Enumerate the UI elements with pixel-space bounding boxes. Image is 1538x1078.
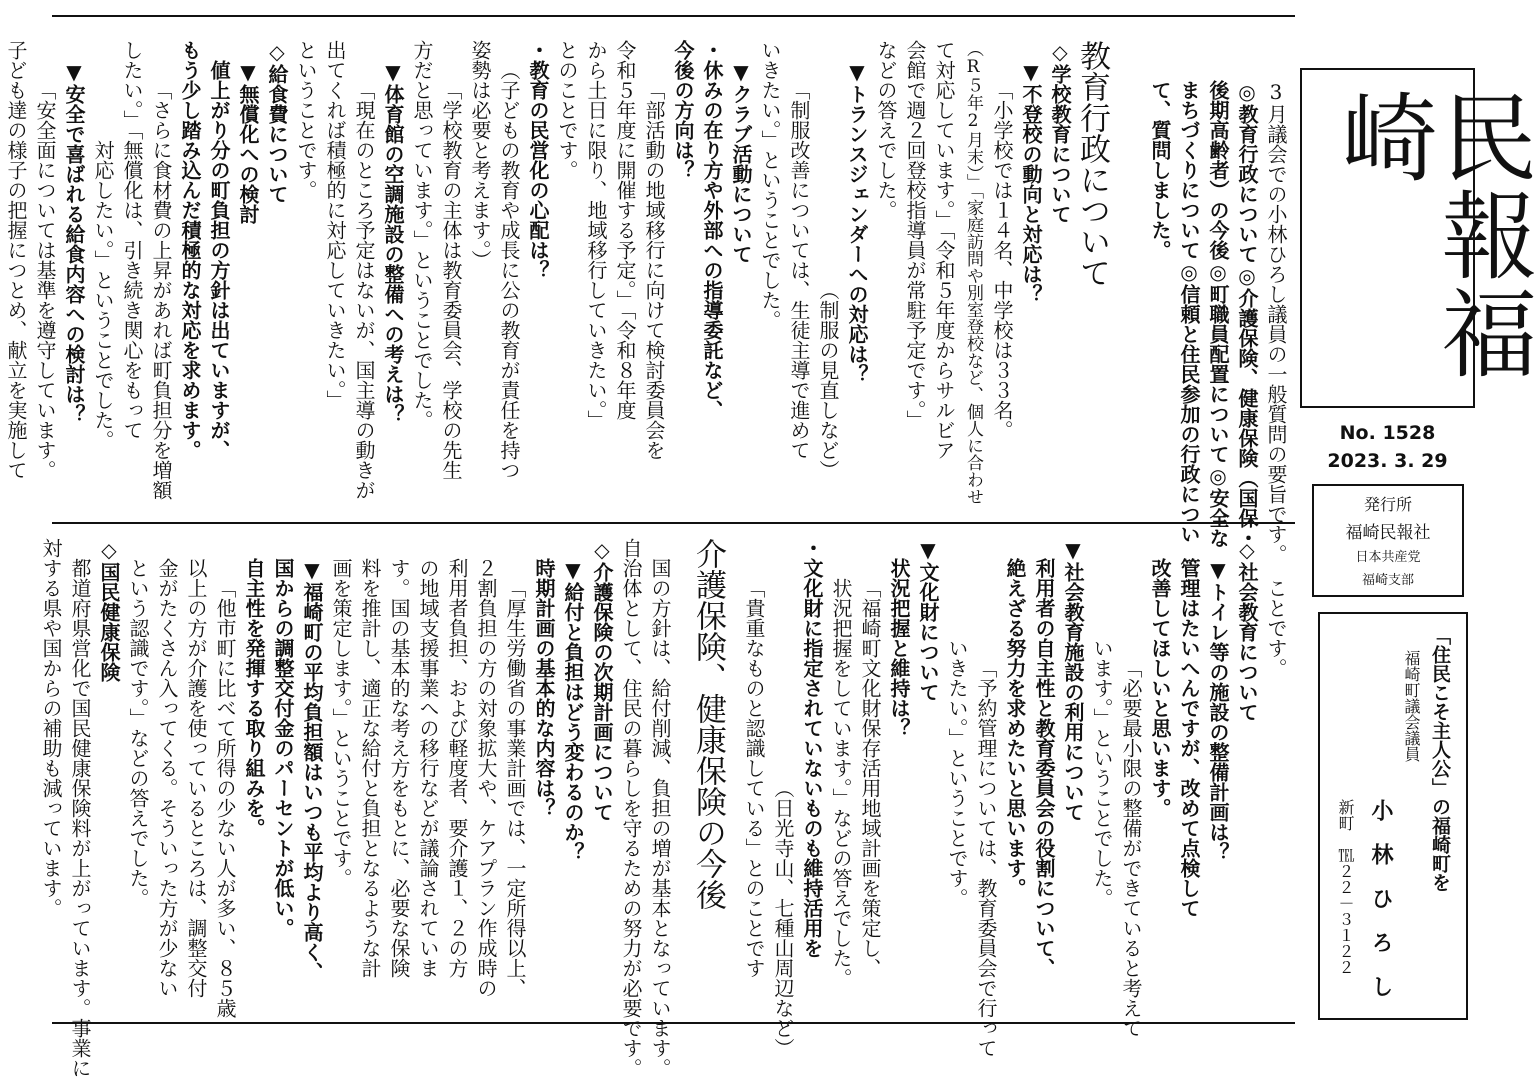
culture-answer: 「福崎町文化財保存活用地域計画を策定し、 (858, 578, 882, 978)
culture-question: ▼文化財について (916, 538, 940, 702)
gym-question: ▼体育館の空調施設の整備への考えは？ (381, 60, 405, 424)
care-answer: 「厚生労働省の事業計画では、一定所得以上、 (503, 578, 527, 998)
avg-answer: 金がたくさん入ってくる。そういった方が少ない (155, 558, 179, 998)
free-answer: 「さらに食材費の上昇があれば町負担分を増額 (149, 80, 173, 500)
toilet-question: ▼トイレ等の施設の整備計画は？ (1206, 558, 1230, 862)
truancy-answer: て対応しています。」「令和５年度からサルビア (932, 40, 956, 460)
care-heading: ◇介護保険の次期計画について (590, 538, 614, 822)
care-answer: の地域支援事業への移行などが議論されていま (416, 558, 440, 978)
truancy-answer: （R５年2月末）」「家庭訪問や別室登校など、個人に合わせ (963, 40, 983, 505)
social-heading: ◇社会教育について (1235, 538, 1259, 722)
free-answer: したい。」「無償化は、引き続き関心をもって (120, 40, 144, 440)
care-answer: 利用者負担、および軽度者、要介護１、２の方 (445, 558, 469, 978)
club-answer: 「部活動の地域移行に向けて検討委員会を (642, 80, 666, 460)
toilet-answer: います。」ということでした。 (1090, 638, 1114, 908)
issue-date: 2023. 3. 29 (1327, 450, 1448, 472)
safe-question: ▼安全で喜ばれる給食内容への検討は？ (62, 60, 86, 424)
truancy-answer: 会館で週２回登校指導員が常駐予定です。」 (903, 40, 927, 430)
gym-answer: 出てくれば積極的に対応していきたい。」 (323, 40, 347, 410)
edu-title: 教育行政について (1074, 40, 1110, 288)
party-name: 日本共産党 (1355, 550, 1421, 565)
intro-line: 3月議会での小林ひろし議員の一般質問の要旨です。 (1264, 80, 1288, 564)
trans-answer: 「制服改善については、生徒主導で進めて (787, 80, 811, 460)
culture-answer-2: 「貴重なものと認識している」とのことです (742, 578, 766, 978)
masthead-title: 民報福崎 (1326, 88, 1538, 382)
care-section (36, 538, 674, 1078)
facility-answer: いきたい。」ということです。 (945, 638, 969, 908)
middle-rule (52, 522, 1295, 524)
issue-number: No. 1528 (1339, 422, 1436, 444)
facility-question: 利用者の自主性と教育委員会の役割について、 (1032, 558, 1056, 978)
trans-sub: （制服の見直しなど） (816, 280, 840, 480)
author-address: 新町 ℡２２－３１２２ (1336, 799, 1355, 975)
truancy-answer: 「小学校では１４名、中学校は３３名。 (990, 80, 1014, 440)
avg-answer: 以上の方が介護を使っているところは、調整交付 (184, 558, 208, 998)
care-intro: 国の方針は、給付削減、負担の増が基本となっています。 (648, 558, 672, 1078)
intro-line: て、質問しました。 (1148, 80, 1172, 260)
social-section (739, 538, 1290, 1058)
truancy-question: ▼不登校の動向と対応は？ (1019, 60, 1043, 304)
author-role: 福崎町議会議員 (1402, 650, 1421, 762)
top-rule (52, 15, 1295, 17)
care-answer: す。国の基本的な考え方をもとに、必要な保険 (387, 558, 411, 978)
care-answer: 料を推計し、適正な給付と負担となるような計 (358, 558, 382, 978)
trans-answer: いきたい。」ということでした。 (758, 40, 782, 330)
lunch-heading: ◇給食費について (265, 40, 289, 204)
care-intro: 自治体として、住民の暮らしを守るための努力が必要です。 (619, 538, 643, 1078)
avg-question: ▼福崎町の平均負担額はいつも平均より高く、 (300, 558, 324, 982)
facility-question: ▼社会教育施設の利用について (1061, 538, 1085, 822)
free-answer: 対応したい。」ということでした。 (91, 140, 115, 450)
intro-line: まちづくりについて◎信頼と住民参加の行政につい (1177, 80, 1201, 544)
club-question: ▼クラブ活動について (729, 60, 753, 264)
culture-question-2: ・文化財に指定されていないものも維持活用を (800, 538, 824, 958)
private-sub: （子どもの教育や成長に公の教育が責任を持つ (497, 60, 521, 480)
care-answer: ２割負担の方の対象拡大や、ケアプラン作成時の (474, 558, 498, 998)
toilet-question: 管理はたいへんですが、改めて点検して (1177, 558, 1201, 918)
club-question: 今後の方向は？ (671, 40, 695, 180)
facility-answer: 「予約管理については、教育委員会で行って (974, 658, 998, 1058)
intro-line: ◎教育行政について◎介護保険、健康保険（国保・ (1235, 80, 1259, 548)
intro-line: 後期高齢者）の今後◎町職員配置について◎安全な (1206, 80, 1230, 548)
toilet-answer: 「必要最小限の整備ができていると考えて (1119, 658, 1143, 1038)
avg-answer: という認識です。」などの答えでした。 (126, 558, 150, 908)
publisher-label: 発行所 (1363, 495, 1412, 514)
author-name: 小 林 ひ ろ し (1368, 799, 1393, 997)
culture-answer: 状況把握をしています。」などの答えでした。 (829, 578, 853, 988)
avg-question: 国からの調整交付金のパーセントが低い。 (271, 558, 295, 938)
avg-answer: 「他市町に比べて所得の少ない人が多い、８５歳 (213, 578, 237, 1018)
club-answer: から土日に限り、地域移行していきたい。」 (584, 40, 608, 430)
nhi-text: 対する県や国からの補助も減っています。 (39, 538, 63, 918)
care-title: 介護保険、健康保険の今後 (690, 538, 726, 910)
private-answer: 「学校教育の主体は教育委員会、学校の先生 (439, 80, 463, 480)
school-section (0, 40, 1074, 505)
publisher-box (1312, 484, 1464, 597)
culture-sub: （日光寺山、七種山周辺など） (771, 778, 795, 1058)
private-question: ・教育の民営化の心配は？ (526, 40, 550, 280)
nhi-text: 都道府県営化で国民健康保険料が上がっています。事業に (68, 558, 92, 1078)
school-heading: ◇学校教育について (1048, 40, 1072, 224)
safe-answer: 子ども達の様子の把握につとめ、献立を実施して (4, 40, 28, 480)
author-slogan: 「住民こそ主人公」の福崎町を (1429, 626, 1451, 892)
safe-answer: 「安全面については基準を遵守しています。 (33, 80, 57, 480)
gym-answer: 「現在のところ予定はないが、国主導の動きが (352, 80, 376, 500)
culture-question: 状況把握と維持は？ (887, 558, 911, 738)
trans-question: ▼トランスジェンダーへの対応は？ (845, 60, 869, 384)
club-answer: 令和５年度に開催する予定。」「令和８年度 (613, 40, 637, 420)
nhi-heading: ◇国民健康保険 (97, 538, 121, 682)
club-question: ・休みの在り方や外部への指導委託など、 (700, 40, 724, 420)
club-answer: とのことです。 (555, 40, 579, 180)
author-box (1318, 612, 1468, 1020)
publisher-name: 福崎民報社 (1345, 523, 1431, 543)
intro (1145, 80, 1290, 564)
free-question: もう少し踏み込んだ積極的な対応を求めます。 (178, 40, 202, 460)
social-continued: ことです。 (1264, 578, 1288, 678)
care-question: 時期計画の基本的な内容は？ (532, 558, 556, 818)
facility-question: 絶えざる努力を求めたいと思います。 (1003, 558, 1027, 898)
care-answer: 画を策定します。」ということです。 (329, 558, 353, 888)
gym-answer: ということです。 (294, 40, 318, 200)
safe-answer (0, 40, 1, 505)
truancy-answer: などの答えでした。 (874, 40, 898, 220)
private-answer: 方だと思っています。」ということでした。 (410, 40, 434, 430)
private-sub: 姿勢は必要と考えます。） (468, 40, 492, 270)
toilet-question: 改善してほしいと思います。 (1148, 558, 1172, 818)
branch-name: 福崎支部 (1361, 573, 1414, 588)
free-question: 値上がり分の町負担の方針は出ていますが、 (207, 60, 231, 460)
free-question: ▼無償化への検討 (236, 60, 260, 224)
masthead-box (1300, 68, 1538, 408)
care-question: ▼給付と負担はどう変わるのか？ (561, 558, 585, 862)
avg-question: 自主性を発揮する取り組みを。 (242, 558, 266, 838)
